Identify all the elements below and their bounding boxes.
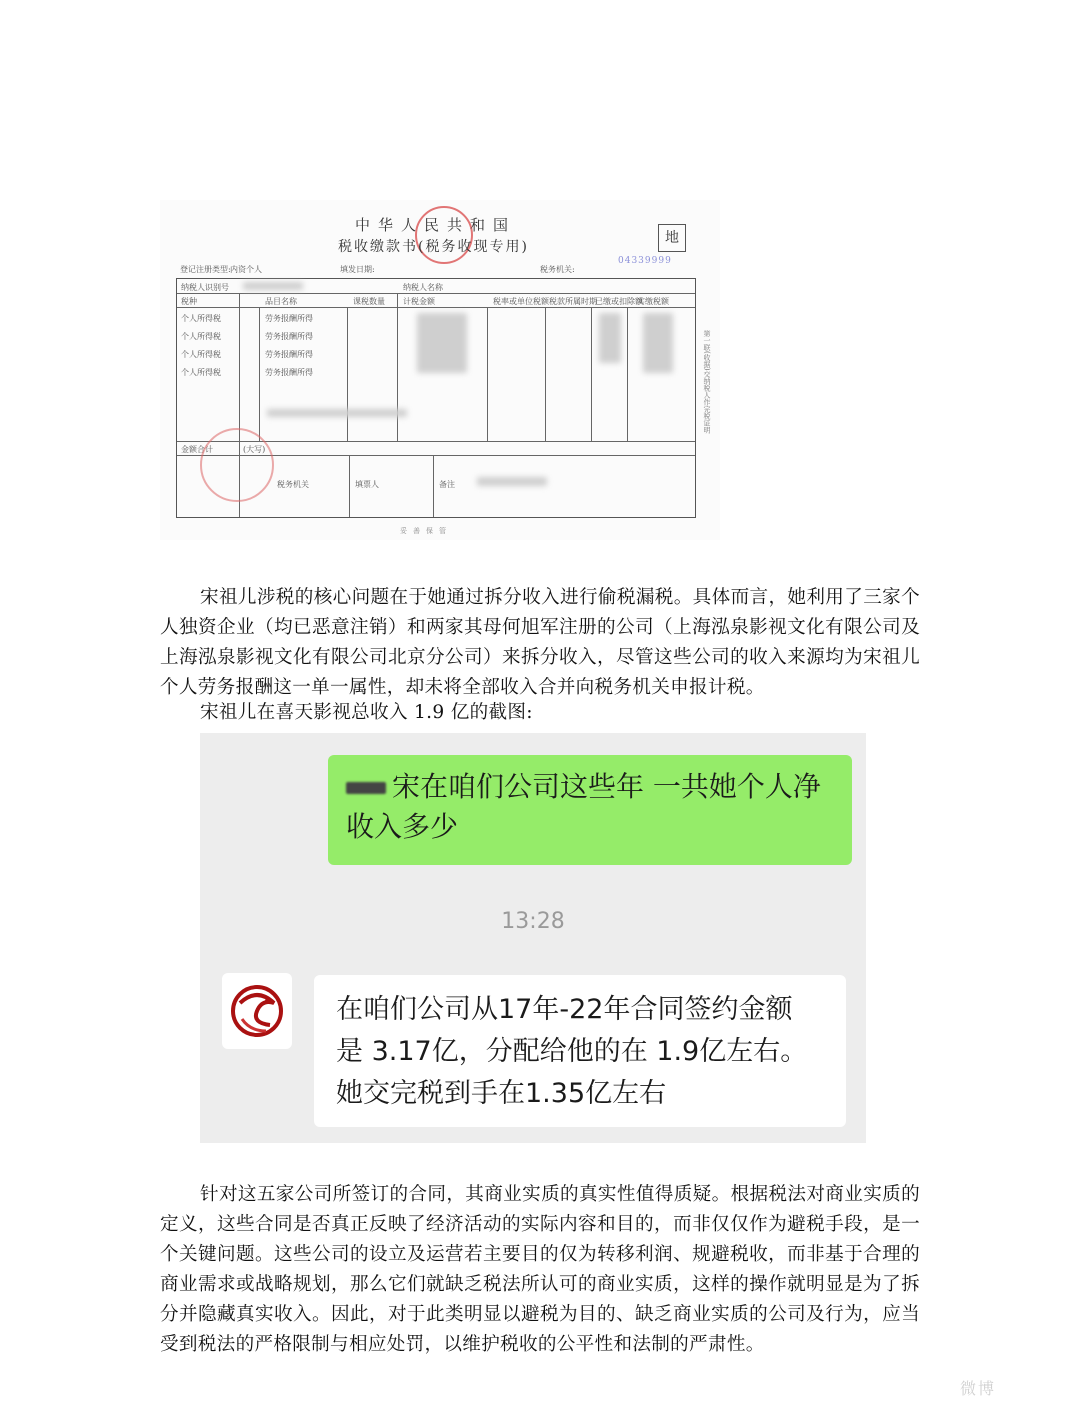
redacted-note xyxy=(267,409,407,417)
redacted-amounts xyxy=(417,313,467,373)
receipt-corner-mark: 地 xyxy=(658,224,686,252)
receipt-date-label: 填发日期: xyxy=(340,265,375,274)
remark-label: 备注 xyxy=(439,480,455,489)
receipt-type-label: 登记注册类型: xyxy=(180,265,231,274)
watermark: 微博 xyxy=(960,1379,997,1398)
receipt-footer: 妥善保管 xyxy=(400,527,452,535)
outgoing-message-text: 宋在咱们公司这些年 一共她个人净收入多少 xyxy=(346,770,821,843)
row-item-4: 劳务报酬所得 xyxy=(265,368,313,377)
redacted-id xyxy=(243,282,303,290)
taxpayer-id-label: 纳税人识别号 xyxy=(181,283,229,292)
receipt-type-value: 内资个人 xyxy=(230,265,262,274)
chat-caption: 宋祖儿在喜天影视总收入 1.9 亿的截图: xyxy=(200,702,533,723)
red-stamp-round xyxy=(200,428,274,502)
tax-receipt-image xyxy=(160,200,720,540)
col-actual: 实缴税额 xyxy=(637,297,669,306)
row-item-3: 劳务报酬所得 xyxy=(265,350,313,359)
paragraph-analysis: 针对这五家公司所签订的合同，其商业实质的真实性值得质疑。根据税法对商业实质的定义，这些合同是否真正反映了经济活动的实际内容和目的，而非仅仅作为避税手段，是一个关键问题。这些公司的设立及运营若主要目的仅为转移利润、规避税收，而非基于合理的商业需求或战略规划，那么它们就缺乏税法所认可的商业实质，这样的操作就明显是为了拆分并隐藏真实收入。因此，对于此类明显以避税为目的、缺乏商业实质的公司及行为，应当受到税法的严格限制与相应处罚，以维护税收的公平性和法制的严肃性。 xyxy=(160,1184,920,1355)
incoming-message-bubble: 在咱们公司从17年-22年合同签约金额 是 3.17亿，分配给他的在 1.9亿左右。她交完税到手在1.35亿左右 xyxy=(314,975,846,1127)
row-tax-1: 个人所得税 xyxy=(181,314,221,323)
paragraph-intro: 宋祖儿涉税的核心问题在于她通过拆分收入进行偷税漏税。具体而言，她利用了三家个人独资企业（均已恶意注销）和两家其母何旭军注册的公司（上海泓泉影视文化有限公司及上海泓泉影视文化有限公司北京分公司）来拆分收入，尽管这些公司的收入来源均为宋祖儿个人劳务报酬这一单一属性，却未将全部收入合并向税务机关申报计税。 xyxy=(160,587,920,698)
receipt-subtitle: 税收缴款书(税务收现专用) xyxy=(338,239,529,255)
redacted-remark xyxy=(477,477,547,486)
chat-screenshot xyxy=(200,733,866,1143)
receipt-title: 中华人民共和国 xyxy=(355,216,517,234)
taxpayer-name-label: 纳税人名称 xyxy=(403,283,443,292)
outgoing-message-bubble xyxy=(328,755,852,865)
receipt-authority-label: 税务机关: xyxy=(540,265,575,274)
redacted-name xyxy=(346,782,386,794)
row-tax-4: 个人所得税 xyxy=(181,368,221,377)
redacted-paid xyxy=(599,313,621,363)
row-tax-2: 个人所得税 xyxy=(181,332,221,341)
total-label: 金额合计 xyxy=(181,445,213,454)
dragon-avatar-icon xyxy=(222,973,292,1049)
receipt-serial: 04339999 xyxy=(618,256,672,266)
stamp-label: 税务机关 xyxy=(277,480,309,489)
col-item: 品目名称 xyxy=(265,297,297,306)
col-rate: 税率或单位税额 xyxy=(493,297,549,306)
total-caps: (大写) xyxy=(243,445,266,454)
row-item-2: 劳务报酬所得 xyxy=(265,332,313,341)
row-item-1: 劳务报酬所得 xyxy=(265,314,313,323)
row-tax-3: 个人所得税 xyxy=(181,350,221,359)
col-amount: 计税金额 xyxy=(403,297,435,306)
col-tax-type: 税种 xyxy=(181,297,197,306)
chat-timestamp: 13:28 xyxy=(501,909,565,934)
col-paid: 已缴或扣除额 xyxy=(595,297,643,306)
receipt-side-note: 第一联(收据)交纳税人作完税证明 xyxy=(703,330,711,434)
col-period: 税款所属时期 xyxy=(549,297,597,306)
collector-label: 填票人 xyxy=(355,480,379,489)
redacted-actual xyxy=(643,313,673,373)
col-basis: 课税数量 xyxy=(353,297,385,306)
